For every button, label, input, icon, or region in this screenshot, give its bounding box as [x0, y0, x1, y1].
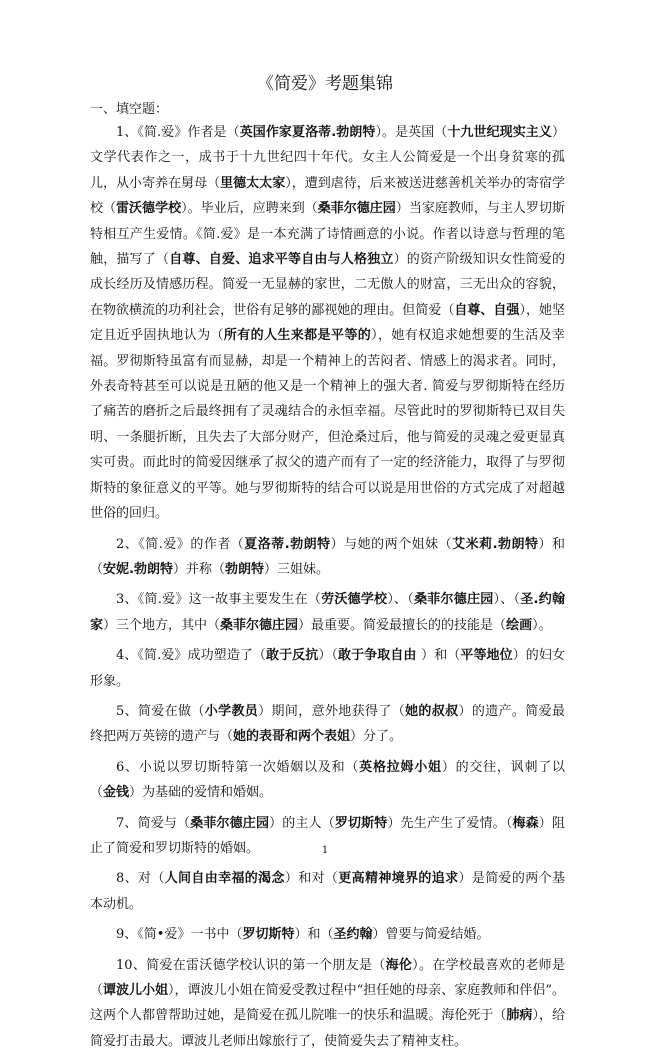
- question-paragraph: [90, 587, 565, 638]
- question-text: ）曾要与简爱结婚。: [372, 927, 490, 943]
- question-text: ）。在学校最喜欢的老师是（: [90, 957, 565, 998]
- question-text: ）和（: [421, 648, 461, 664]
- question-text: ），她有权追求她想要的生活及幸福。罗彻斯特虽富有而显赫，却是一个精神上的苦闷者、情感上的渴求者。同时，外表奇特甚至可以说是丑陋的他又是一个精神上的强大者. 简爱与罗彻斯特在经历了痛苦的磨折之后最终拥有了灵魂结合的永恒幸福。尽管此时的罗彻斯特已双目失明、一条腿折断，且失去了大部分财产，但沧桑过后，他与简爱的灵魂之爱更显真实可贵。而此时的简爱因继承了叔父的遗产而有了一定的经济能力，取得了与罗彻斯特的象征意义的平等。她与罗彻斯特的结合可以说是用世俗的方式完成了对超越世俗的回归。: [90, 328, 565, 522]
- answer-text: 桑菲尔德庄园: [220, 617, 299, 633]
- answer-text: 里德太太家: [220, 175, 286, 191]
- question-text: ）和（: [294, 927, 334, 943]
- question-text: 9、《简•爱》一书中（: [116, 927, 243, 943]
- answer-text: 她的叔叔: [405, 703, 459, 719]
- question-text: 5、简爱在做（: [116, 703, 205, 719]
- question-text: ）。是英国（: [375, 125, 448, 140]
- question-text: ）的交往，讽刺了以（: [90, 759, 565, 801]
- question-text: 2、《简.爱》的作者（: [116, 536, 245, 552]
- question-text: ），遭到虐待，后来被送进慈善机关举办的寄宿学校（: [90, 175, 565, 217]
- question-text: ）当家庭教师，与主人罗切斯特相互产生爱情。《简.爱》是一本充满了诗情画意的小说。作者以诗意与哲理的笔触，描写了（: [90, 201, 565, 268]
- question-paragraph: [90, 120, 565, 527]
- question-text: ）的遗产。简爱最终把两万英镑的遗产与（: [90, 703, 565, 745]
- question-text: ）和（: [90, 536, 565, 577]
- question-text: ）和对（: [284, 871, 339, 887]
- question-text: ）与她的两个姐妹（: [330, 536, 453, 552]
- question-paragraph: [90, 866, 565, 917]
- answer-text: 勃朗特: [224, 561, 264, 577]
- question-text: ）。毕业后，应聘来到（: [181, 201, 318, 217]
- question-text: ）先生产生了爱情。（: [387, 815, 513, 831]
- answer-text: 人间自由幸福的渴念: [164, 871, 285, 887]
- question-text: ）、（: [493, 592, 521, 608]
- answer-text: 敢于反抗: [265, 648, 319, 664]
- question-text: ）（: [318, 648, 338, 664]
- answer-text: 敢于争取自由: [338, 648, 422, 664]
- question-text: 7、简爱与（: [116, 815, 191, 831]
- question-text: ）为基础的爱情和婚姻。: [129, 785, 273, 801]
- question-text: ）分了。: [350, 729, 403, 745]
- answer-text: 金钱: [103, 785, 130, 801]
- document-title: 《简爱》考题集锦: [257, 74, 393, 94]
- question-paragraph: [90, 755, 565, 806]
- question-text: 10、简爱在雷沃德学校认识的第一个朋友是（: [116, 957, 386, 973]
- question-list: [90, 120, 565, 1059]
- answer-text: 桑菲尔德庄园: [414, 592, 494, 608]
- question-text: ）的资产阶级知识女性简爱的成长经历及情感历程。简爱一无显赫的家世，二无傲人的财富，三无出众的容貌，在物欲横流的功利社会，世俗有足够的鄙视她的理由。但简爱（: [90, 252, 565, 318]
- question-text: ）。: [532, 617, 552, 633]
- question-text: 3、《简.爱》这一故事主要发生在（: [116, 592, 322, 608]
- answer-text: 桑菲尔德庄园: [190, 815, 270, 831]
- answer-text: 雷沃德学校: [116, 201, 182, 217]
- question-text: ），谭波儿小姐在简爱受教过程中“担任她的母亲、家庭教师和伴侣”。这两个人都曾帮助过她，是简爱在孤儿院唯一的快乐和温暖。海伦死于（: [90, 983, 565, 1024]
- question-text: ），给简爱打击最大。谭波儿老师出嫁旅行了，使简爱失去了精神支柱。: [90, 1008, 565, 1049]
- answer-text: 夏洛蒂.勃朗特: [244, 536, 331, 552]
- answer-text: 十九世纪现实主义: [447, 125, 552, 140]
- answer-text: 自尊、自强: [454, 302, 520, 318]
- question-text: ），她坚定且近乎固执地认为（: [90, 302, 565, 344]
- answer-text: 她的表哥和两个表姐: [233, 729, 351, 745]
- question-text: ）三姐妹。: [264, 561, 330, 577]
- answer-text: 更高精神境界的追求: [338, 871, 459, 887]
- question-paragraph: [90, 532, 565, 583]
- answer-text: 所有的人生来都是平等的: [223, 328, 372, 344]
- question-text: 6、小说以罗切斯特第一次婚姻以及和（: [116, 759, 360, 775]
- answer-text: 平等地位: [460, 648, 513, 664]
- question-paragraph: [90, 699, 565, 750]
- question-text: ）期间，意外地获得了（: [258, 703, 406, 719]
- answer-text: 肺病: [506, 1008, 533, 1024]
- answer-text: 安妮.勃朗特: [103, 561, 173, 577]
- question-text: ）、（: [387, 592, 415, 608]
- question-text: ）并称（: [172, 561, 225, 577]
- answer-text: 绘画: [506, 617, 533, 633]
- question-text: 8、对（: [116, 871, 165, 887]
- answer-text: 自尊、自爱、追求平等自由与人格独立: [169, 252, 394, 268]
- answer-text: 英格拉姆小姐: [359, 759, 442, 775]
- question-text: ）的妇女形象。: [90, 648, 565, 689]
- question-text: ）最重要。简爱最擅长的的技能是（: [298, 617, 507, 633]
- answer-text: 圣.约翰家: [90, 592, 565, 633]
- answer-text: 罗切斯特: [242, 927, 295, 943]
- answer-text: 英国作家夏洛蒂.勃朗特: [239, 125, 376, 140]
- answer-text: 梅森: [512, 815, 539, 831]
- section-heading: 一、填空题：: [90, 102, 169, 117]
- answer-text: 谭波儿小姐: [103, 983, 169, 998]
- question-paragraph: [90, 643, 565, 694]
- question-paragraph: [90, 922, 565, 947]
- question-text: 1、《简.爱》作者是（: [116, 125, 240, 140]
- answer-text: 劳沃德学校: [321, 592, 388, 608]
- answer-text: 海伦: [385, 957, 413, 973]
- answer-text: 艾米莉.勃朗特: [452, 536, 539, 552]
- answer-text: 圣约翰: [333, 927, 373, 943]
- answer-text: 桑菲尔德庄园: [317, 201, 396, 217]
- question-text: ）的主人（: [269, 815, 335, 831]
- answer-text: 小学教员: [204, 703, 259, 719]
- question-text: ）阻止了简爱和罗切斯特的婚姻。: [90, 815, 565, 856]
- question-text: ）三个地方，其中（: [103, 617, 221, 633]
- question-paragraph: [90, 953, 565, 1055]
- answer-text: 罗切斯特: [334, 815, 388, 831]
- question-text: ）文学代表作之一，成书于十九世纪四十年代。女主人公简爱是一个出身贫寒的孤儿，从小寄养在舅母（: [90, 125, 565, 191]
- page-number: 1: [321, 845, 329, 856]
- question-text: 4、《简.爱》成功塑造了（: [116, 648, 266, 664]
- question-text: ）是简爱的两个基本动机。: [90, 871, 565, 912]
